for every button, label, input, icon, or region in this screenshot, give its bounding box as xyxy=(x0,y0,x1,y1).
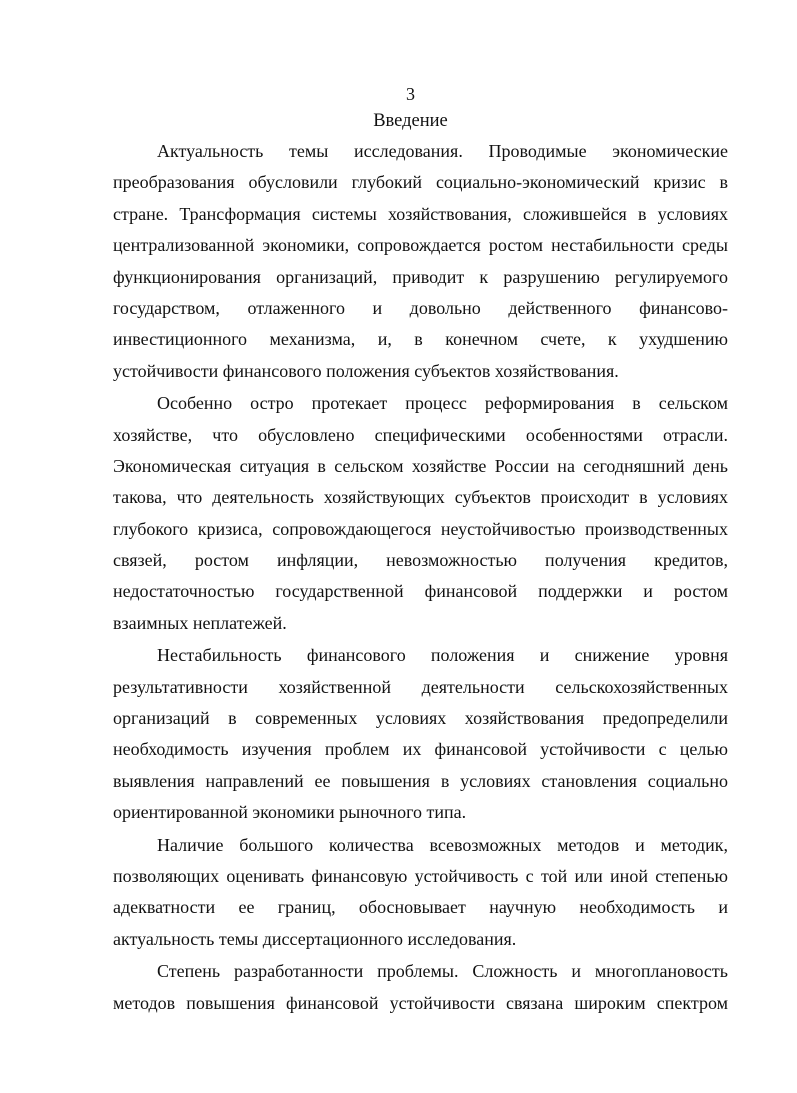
text-line: инвестиционного механизма, и, в конечном счете, к ухудшению xyxy=(113,329,728,350)
text-line: Экономическая ситуация в сельском хозяйстве России на сегодняшний день xyxy=(113,455,728,476)
text-line: государством, отлаженного и довольно действенного финансово- xyxy=(113,297,728,318)
text-line: связей, ростом инфляции, невозможностью получения кредитов, xyxy=(113,550,728,571)
text-line: ориентированной экономики рыночного типа. xyxy=(113,802,467,823)
text-line: результативности хозяйственной деятельности сельскохозяйственных xyxy=(113,676,728,697)
text-line: Нестабильность финансового положения и снижение уровня xyxy=(157,645,728,666)
paragraph xyxy=(113,956,728,1019)
text-line: хозяйстве, что обусловлено специфическими особенностями отрасли. xyxy=(113,424,728,445)
text-line: централизованной экономики, сопровождается ростом нестабильности среды xyxy=(113,235,728,256)
text-line: преобразования обусловили глубокий социально-экономический кризис в xyxy=(113,172,728,193)
text-line: Особенно остро протекает процесс реформирования в сельском xyxy=(157,393,728,414)
text-line: стране. Трансформация системы хозяйствования, сложившейся в условиях xyxy=(113,203,728,224)
text-line: необходимость изучения проблем их финансовой устойчивости с целью xyxy=(113,739,728,760)
text-line: позволяющих оценивать финансовую устойчивость с той или иной степенью xyxy=(113,865,728,886)
paragraph xyxy=(113,388,728,639)
text-line: взаимных неплатежей. xyxy=(113,612,287,633)
paragraph xyxy=(113,830,728,956)
text-line: недостаточностью государственной финансовой поддержки и ростом xyxy=(113,581,728,602)
text-line: актуальность темы диссертационного исследования. xyxy=(113,928,517,949)
page-number: 3 xyxy=(406,84,415,104)
text-line: Наличие большого количества всевозможных методов и методик, xyxy=(157,834,728,855)
document-body xyxy=(113,136,728,1020)
text-line: устойчивости финансового положения субъектов хозяйствования. xyxy=(113,360,619,381)
paragraph xyxy=(113,136,728,387)
text-line: глубокого кризиса, сопровождающегося неустойчивостью производственных xyxy=(113,518,728,539)
text-line: функционирования организаций, приводит к разрушению регулируемого xyxy=(113,266,728,287)
text-line: такова, что деятельность хозяйствующих субъектов происходит в условиях xyxy=(113,487,728,508)
text-line: выявления направлений ее повышения в условиях становления социально xyxy=(113,770,728,791)
section-title: Введение xyxy=(373,111,448,131)
text-line: Актуальность темы исследования. Проводимые экономические xyxy=(157,141,728,161)
text-line: организаций в современных условиях хозяйствования предопределили xyxy=(113,708,728,729)
text-line: методов повышения финансовой устойчивости связана широким спектром xyxy=(113,992,728,1013)
text-line: Степень разработанности проблемы. Сложность и многоплановость xyxy=(157,961,728,982)
paragraph xyxy=(113,640,728,828)
text-line: адекватности ее границ, обосновывает научную необходимость и xyxy=(113,897,728,918)
